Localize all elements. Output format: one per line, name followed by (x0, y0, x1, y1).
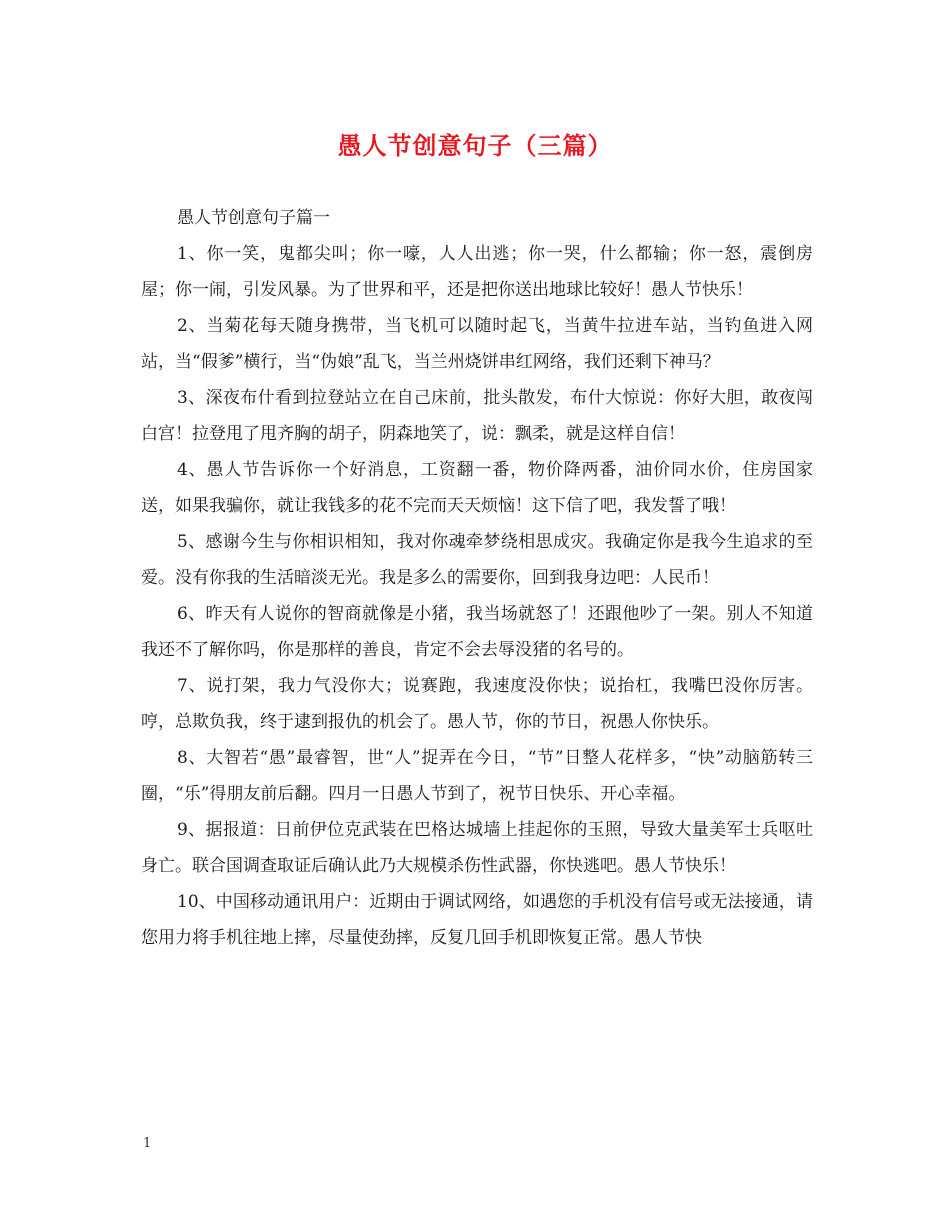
page-number: 1 (143, 1136, 152, 1151)
paragraph-9: 9、据报道：日前伊位克武装在巴格达城墙上挂起你的玉照，导致大量美军士兵呕吐身亡。联合国调查取证后确认此乃大规模杀伤性武器，你快逃吧。愚人节快乐！ (141, 820, 813, 876)
paragraph-2: 2、当菊花每天随身携带，当飞机可以随时起飞，当黄牛拉进车站，当钓鱼进入网站，当“假爹”横行，当“伪娘”乱飞，当兰州烧饼串红网络，我们还剩下神马？ (141, 316, 813, 372)
document-body (141, 200, 813, 956)
paragraph-1: 1、你一笑，鬼都尖叫；你一嚎，人人出逃；你一哭，什么都输；你一怒，震倒房屋；你一闹，引发风暴。为了世界和平，还是把你送出地球比较好！愚人节快乐！ (141, 244, 813, 300)
document-title: 愚人节创意句子（三篇） (337, 131, 613, 160)
paragraph-4: 4、愚人节告诉你一个好消息，工资翻一番，物价降两番，油价同水价，住房国家送，如果我骗你，就让我钱多的花不完而天天烦恼！这下信了吧，我发誓了哦！ (141, 460, 813, 516)
paragraph-8: 8、大智若“愚”最睿智，世“人”捉弄在今日，“节”日整人花样多，“快”动脑筋转三圈，“乐”得朋友前后翻。四月一日愚人节到了，祝节日快乐、开心幸福。 (141, 748, 813, 804)
paragraph-7: 7、说打架，我力气没你大；说赛跑，我速度没你快；说抬杠，我嘴巴没你厉害。哼，总欺负我，终于逮到报仇的机会了。愚人节，你的节日，祝愚人你快乐。 (141, 676, 813, 732)
paragraph-10: 10、中国移动通讯用户：近期由于调试网络，如遇您的手机没有信号或无法接通，请您用力将手机往地上摔，尽量使劲摔，反复几回手机即恢复正常。愚人节快 (141, 892, 813, 948)
paragraph-3: 3、深夜布什看到拉登站立在自己床前，批头散发，布什大惊说：你好大胆，敢夜闯白宫！拉登甩了甩齐胸的胡子，阴森地笑了，说：飘柔，就是这样自信！ (141, 388, 813, 444)
paragraph-6: 6、昨天有人说你的智商就像是小猪，我当场就怒了！还跟他吵了一架。别人不知道我还不了解你吗，你是那样的善良，肯定不会去辱没猪的名号的。 (141, 604, 813, 660)
section-heading: 愚人节创意句子篇一 (177, 208, 330, 228)
paragraph-5: 5、感谢今生与你相识相知，我对你魂牵梦绕相思成灾。我确定你是我今生追求的至爱。没有你我的生活暗淡无光。我是多么的需要你，回到我身边吧：人民币！ (141, 532, 813, 588)
